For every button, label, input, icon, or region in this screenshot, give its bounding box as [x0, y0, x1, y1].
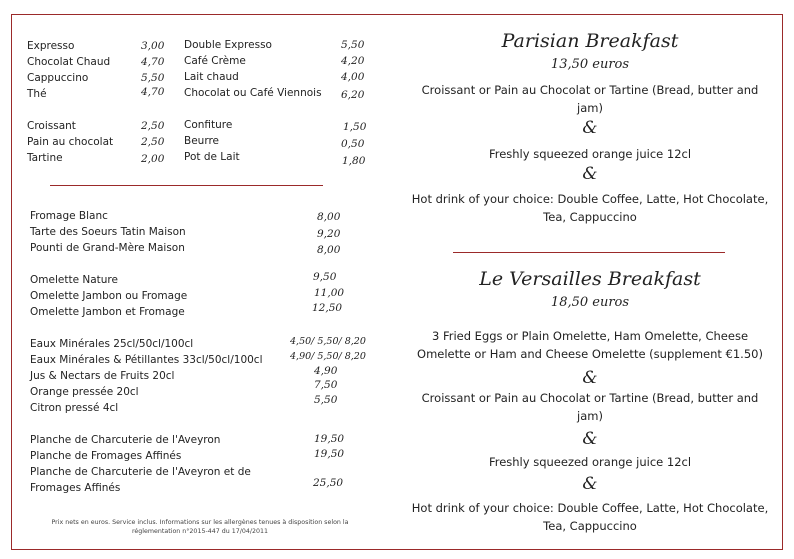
menu-item-price: 6,20: [341, 89, 365, 101]
menu-item-name: Planche de Fromages Affinés: [30, 450, 182, 462]
footnote: Prix nets en euros. Service inclus. Informations sur les allergènes tenues à disposition selon la réglementation n°2015-447 du 17/04/2011: [51, 519, 349, 535]
ampersand: &: [582, 368, 598, 388]
menu-item-name: Café Crème: [184, 55, 246, 67]
menu-item-name: Orange pressée 20cl: [30, 386, 139, 398]
menu-item-price: 2,00: [141, 153, 165, 165]
menu-item-price: 1,50: [343, 121, 367, 133]
menu-item-name: Beurre: [184, 135, 219, 147]
menu-item-price: 4,90: [314, 365, 338, 377]
menu-item-price: 4,90/ 5,50/ 8,20: [290, 351, 366, 362]
menu-item-price: 5,50: [141, 72, 165, 84]
menu-item-price: 4,70: [141, 56, 165, 68]
menu-item-name: Cappuccino: [27, 72, 89, 84]
menu-item-name: Chocolat ou Café Viennois: [184, 87, 322, 99]
menu-item-name: Lait chaud: [184, 71, 239, 83]
menu-item-name: Pain au chocolat: [27, 136, 114, 148]
menu-item-price: 2,50: [141, 136, 165, 148]
menu-item-price: 8,00: [317, 244, 341, 256]
menu-item-price: 5,50: [341, 39, 365, 51]
menu-item-price: 4,00: [341, 71, 365, 83]
menu-item-name: Citron pressé 4cl: [30, 402, 119, 414]
versailles-title: Le Versailles Breakfast: [479, 268, 701, 290]
menu-item-name: Fromage Blanc: [30, 210, 108, 222]
versailles-line: Hot drink of your choice: Double Coffee, Latte, Hot Chocolate, Tea, Cappuccino: [411, 501, 769, 533]
menu-item-name: Thé: [27, 88, 47, 100]
parisian-title: Parisian Breakfast: [501, 30, 679, 52]
parisian-line: Freshly squeezed orange juice 12cl: [488, 147, 692, 161]
menu-item-name: Planche de Charcuterie de l'Aveyron: [30, 434, 221, 446]
menu-item-name: Eaux Minérales 25cl/50cl/100cl: [30, 338, 194, 350]
menu-item-price: 19,50: [314, 448, 345, 460]
ampersand: &: [582, 429, 598, 449]
menu-item-name: Expresso: [27, 40, 75, 52]
menu-item-name: Tartine: [27, 152, 63, 164]
divider: [50, 185, 323, 186]
menu-item-name: Eaux Minérales & Pétillantes 33cl/50cl/100cl: [30, 354, 263, 366]
ampersand: &: [582, 118, 598, 138]
menu-item-price: 7,50: [314, 379, 338, 391]
menu-item-name: Tarte des Soeurs Tatin Maison: [30, 226, 186, 238]
parisian-line: Croissant or Pain au Chocolat or Tartine (Bread, butter and jam): [421, 83, 759, 115]
menu-item-price: 8,00: [317, 211, 341, 223]
menu-item-name: Omelette Nature: [30, 274, 118, 286]
menu-item-price: 3,00: [141, 40, 165, 52]
menu-item-name: Croissant: [27, 120, 76, 132]
menu-item-name: Chocolat Chaud: [27, 56, 111, 68]
menu-item-price: 5,50: [314, 394, 338, 406]
versailles-price: 18,50 euros: [550, 295, 630, 310]
menu-item-price: 0,50: [341, 138, 365, 150]
menu-item-name: Double Expresso: [184, 39, 272, 51]
divider: [453, 252, 725, 253]
menu-item-price: 12,50: [312, 302, 343, 314]
menu-item-price: 9,20: [317, 228, 341, 240]
menu-item-name: Confiture: [184, 119, 233, 131]
versailles-line: 3 Fried Eggs or Plain Omelette, Ham Omelette, Cheese Omelette or Ham and Cheese Omelette (supplement €1.50): [417, 329, 763, 361]
menu-item-price: 4,50/ 5,50/ 8,20: [290, 336, 366, 347]
menu-item-name: Fromages Affinés: [30, 482, 121, 494]
menu-item-price: 4,20: [341, 55, 365, 67]
ampersand: &: [582, 474, 598, 494]
menu-item-price: 19,50: [314, 433, 345, 445]
menu-item-name: Omelette Jambon et Fromage: [30, 306, 185, 318]
menu-item-price: 9,50: [313, 271, 337, 283]
menu-item-name: Pot de Lait: [184, 151, 240, 163]
menu-item-price: 2,50: [141, 120, 165, 132]
parisian-line: Hot drink of your choice: Double Coffee, Latte, Hot Chocolate, Tea, Cappuccino: [411, 192, 769, 224]
versailles-line: Freshly squeezed orange juice 12cl: [488, 455, 692, 469]
menu-item-price: 4,70: [141, 86, 165, 98]
ampersand: &: [582, 164, 598, 184]
menu-item-price: 11,00: [314, 287, 345, 299]
versailles-line: Croissant or Pain au Chocolat or Tartine (Bread, butter and jam): [421, 391, 759, 423]
menu-item-name: Jus & Nectars de Fruits 20cl: [30, 370, 175, 382]
menu-item-name: Omelette Jambon ou Fromage: [30, 290, 188, 302]
menu-item-price: 25,50: [313, 477, 344, 489]
menu-item-price: 1,80: [342, 155, 366, 167]
menu-item-name: Planche de Charcuterie de l'Aveyron et de: [30, 466, 251, 478]
menu-item-name: Pounti de Grand-Mère Maison: [30, 242, 185, 254]
parisian-price: 13,50 euros: [550, 57, 630, 72]
